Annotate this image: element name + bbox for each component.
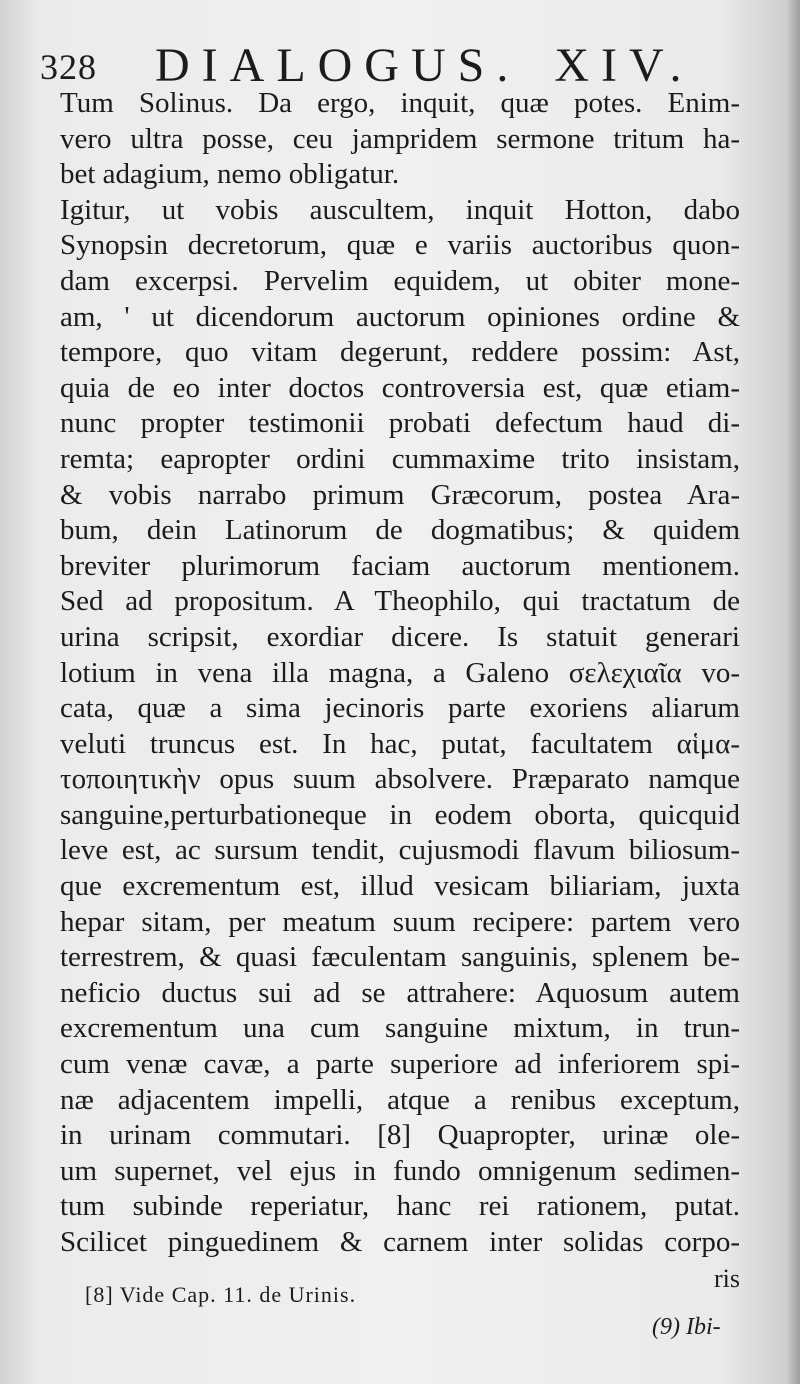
footnote: [8] Vide Cap. 11. de Urinis. — [85, 1282, 357, 1307]
text-line: tum subinde reperiatur, hanc rei rationem, putat. — [60, 1190, 740, 1223]
text-line: Synopsin decretorum, quæ e variis auctoribus quon- — [60, 229, 740, 262]
text-line: neficio ductus sui ad se attrahere: Aquosum autem — [60, 976, 740, 1009]
text-line: veluti truncus est. In hac, putat, facultatem αἱμα- — [60, 727, 740, 760]
page-edge-shadow — [786, 0, 800, 1384]
page-header — [40, 38, 760, 90]
text-line: & vobis narrabo primum Græcorum, postea Ara- — [60, 478, 740, 511]
text-line: sanguine,perturbationeque in eodem oborta, quicquid — [60, 798, 740, 831]
text-line: leve est, ac sursum tendit, cujusmodi flavum biliosum- — [60, 834, 740, 867]
page-number: 328 — [40, 47, 97, 87]
text-line: lotium in vena illa magna, a Galeno σελεχιαῖα vo- — [60, 656, 740, 689]
text-line: urina scripsit, exordiar dicere. Is statuit generari — [60, 620, 740, 653]
text-line: tempore, quo vitam degerunt, reddere possim: Ast, — [60, 336, 740, 369]
text-line: Sed ad propositum. A Theophilo, qui tractatum de — [60, 585, 740, 618]
text-line: terrestrem, & quasi fæculentam sanguinis, splenem be- — [60, 941, 740, 974]
signature-mark: (9) Ibi- — [652, 1314, 721, 1340]
running-title: DIALOGUS. XIV. — [155, 39, 694, 92]
text-line: cata, quæ a sima jecinoris parte exoriens aliarum — [60, 692, 740, 725]
text-line: cum venæ cavæ, a parte superiore ad inferiorem spi- — [60, 1048, 740, 1081]
body-text — [60, 86, 740, 1296]
text-line: excrementum una cum sanguine mixtum, in trun- — [60, 1012, 740, 1045]
text-line: Tum Solinus. Da ergo, inquit, quæ potes. Enim- — [60, 87, 740, 119]
text-line: τοποιητικὴν opus suum absolvere. Præparato namque — [60, 763, 740, 796]
text-line: um supernet, vel ejus in fundo omnigenum sedimen- — [60, 1154, 740, 1187]
catchword: ris — [714, 1263, 740, 1293]
text-line: hepar sitam, per meatum suum recipere: partem vero — [60, 905, 740, 938]
text-line: quia de eo inter doctos controversia est, quæ etiam- — [60, 371, 740, 404]
text-line: am, ' ut dicendorum auctorum opiniones ordine & — [60, 300, 740, 333]
text-line: bum, dein Latinorum de dogmatibus; & quidem — [60, 514, 740, 547]
text-line: in urinam commutari. [8] Quapropter, urinæ ole- — [60, 1119, 740, 1152]
text-line: næ adjacentem impelli, atque a renibus exceptum, — [60, 1083, 740, 1116]
text-line: que excrementum est, illud vesicam biliariam, juxta — [60, 870, 740, 903]
text-line: breviter plurimorum faciam auctorum mentionem. — [60, 549, 740, 582]
text-line: remta; eapropter ordini cummaxime trito insistam, — [60, 442, 740, 475]
text-line: dam excerpsi. Pervelim equidem, ut obiter mone- — [60, 264, 740, 297]
text-line: vero ultra posse, ceu jampridem sermone tritum ha- — [60, 122, 740, 155]
text-line: nunc propter testimonii probati defectum haud di- — [60, 407, 740, 440]
text-line: bet adagium, nemo obligatur. — [60, 158, 400, 191]
text-line: Igitur, ut vobis auscultem, inquit Hotton, dabo — [60, 193, 740, 226]
text-line: Scilicet pinguedinem & carnem inter solidas corpo- — [60, 1226, 740, 1258]
